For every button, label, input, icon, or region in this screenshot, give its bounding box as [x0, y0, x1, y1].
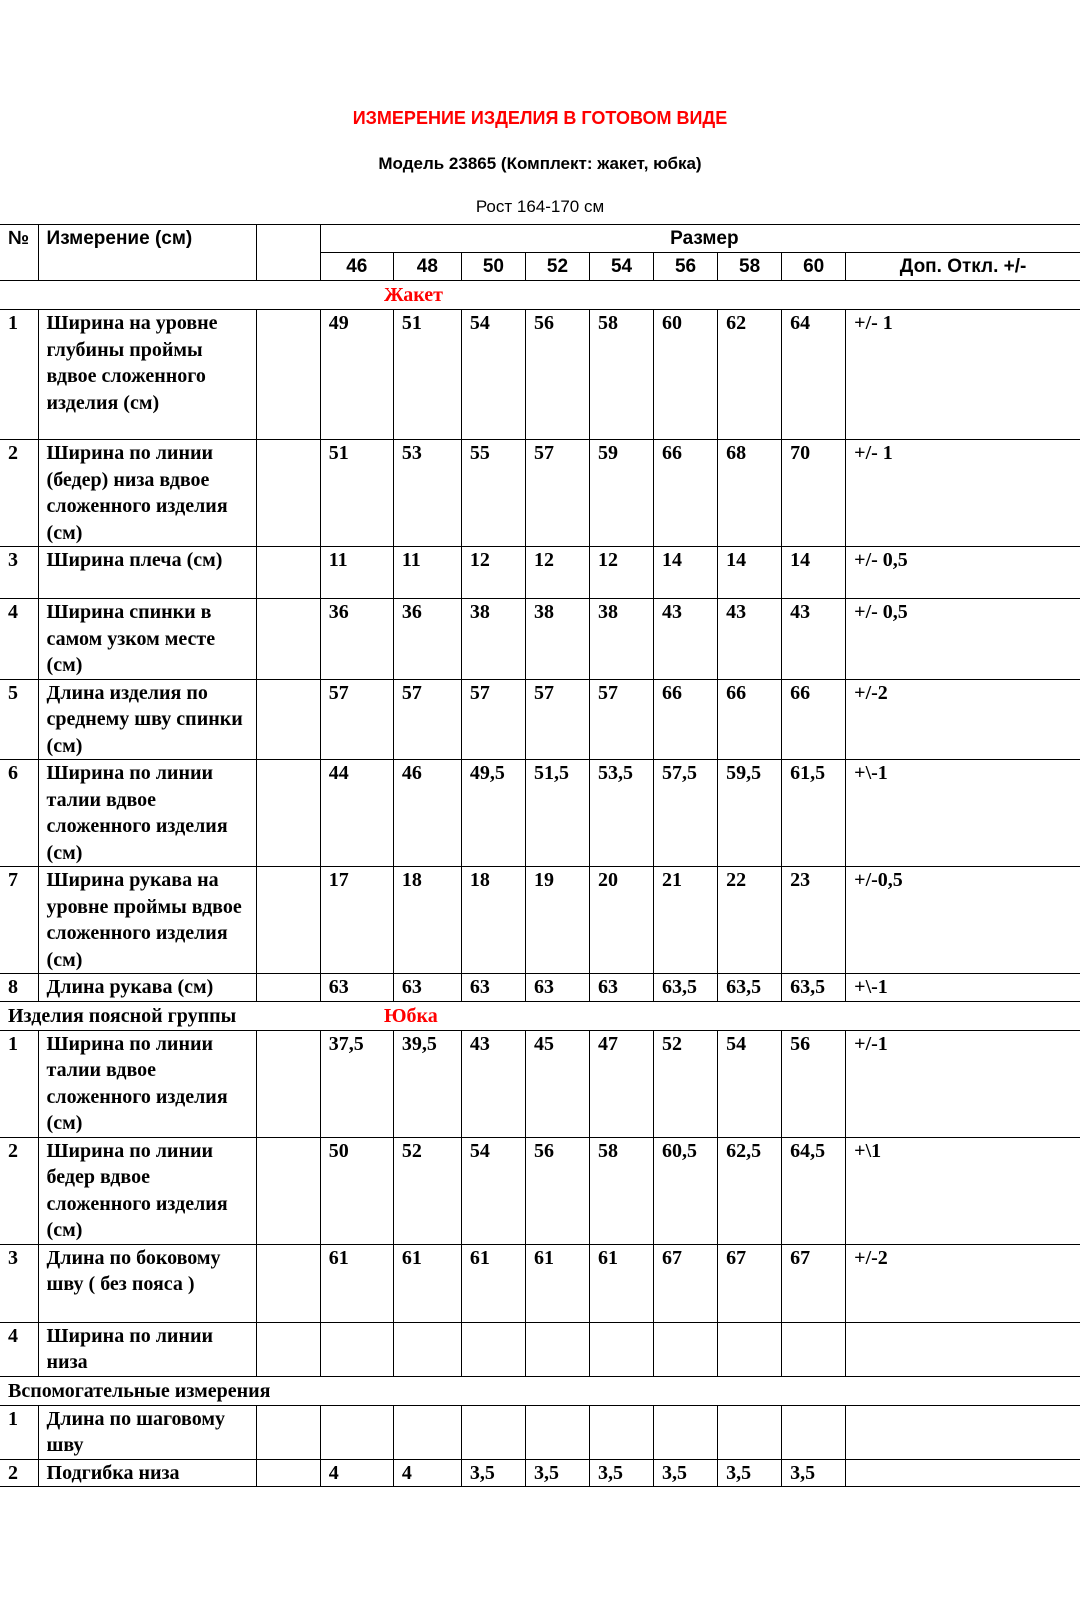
header-num: №	[0, 225, 38, 281]
blank-cell	[256, 547, 320, 599]
blank-cell	[256, 1322, 320, 1376]
blank-cell	[256, 1030, 320, 1137]
tolerance-value: +\-1	[846, 974, 1080, 1002]
size-value-56: 3,5	[654, 1459, 718, 1487]
size-value-46: 37,5	[320, 1030, 393, 1137]
model-subtitle: Модель 23865 (Комплект: жакет, юбка)	[378, 154, 702, 173]
header-measure: Измерение (см)	[38, 225, 256, 281]
size-header-50: 50	[461, 253, 525, 281]
size-value-54: 38	[589, 599, 653, 680]
size-value-58	[718, 1405, 782, 1459]
size-value-52: 57	[525, 679, 589, 760]
row-number: 4	[0, 1322, 38, 1376]
tolerance-value: +/- 1	[846, 310, 1080, 440]
tolerance-header: Доп. Откл. +/-	[846, 253, 1080, 281]
size-value-46: 17	[320, 867, 393, 974]
size-value-58: 59,5	[718, 760, 782, 867]
size-header-48: 48	[393, 253, 461, 281]
row-number: 5	[0, 679, 38, 760]
size-value-50: 18	[461, 867, 525, 974]
row-number: 3	[0, 1244, 38, 1322]
measurement-name: Подгибка низа	[38, 1459, 256, 1487]
size-value-48: 53	[393, 440, 461, 547]
size-value-58: 22	[718, 867, 782, 974]
size-value-56	[654, 1405, 718, 1459]
size-value-54: 47	[589, 1030, 653, 1137]
size-value-46: 4	[320, 1459, 393, 1487]
tolerance-value: +/- 1	[846, 440, 1080, 547]
header-size: Размер	[320, 225, 1080, 253]
size-value-46: 44	[320, 760, 393, 867]
size-value-50: 43	[461, 1030, 525, 1137]
size-value-56: 63,5	[654, 974, 718, 1002]
size-value-60: 64	[782, 310, 846, 440]
size-value-52: 19	[525, 867, 589, 974]
size-value-58: 14	[718, 547, 782, 599]
size-value-58: 62	[718, 310, 782, 440]
size-value-60: 64,5	[782, 1137, 846, 1244]
blank-cell	[256, 1405, 320, 1459]
row-number: 3	[0, 547, 38, 599]
section-title-jacket: Жакет	[384, 284, 444, 306]
size-value-50	[461, 1405, 525, 1459]
size-value-48	[393, 1322, 461, 1376]
size-value-48: 18	[393, 867, 461, 974]
tolerance-value: +/-1	[846, 1030, 1080, 1137]
size-value-48: 63	[393, 974, 461, 1002]
row-number: 2	[0, 1459, 38, 1487]
measurement-table	[0, 224, 1080, 1487]
measurement-name: Ширина плеча (см)	[38, 547, 256, 599]
size-value-52: 51,5	[525, 760, 589, 867]
size-value-54: 59	[589, 440, 653, 547]
size-value-60: 23	[782, 867, 846, 974]
size-value-60: 14	[782, 547, 846, 599]
section-skirt	[0, 1001, 1080, 1030]
size-value-58: 63,5	[718, 974, 782, 1002]
size-value-54: 63	[589, 974, 653, 1002]
size-value-50: 55	[461, 440, 525, 547]
size-value-56: 66	[654, 440, 718, 547]
size-value-52: 12	[525, 547, 589, 599]
blank-cell	[256, 1244, 320, 1322]
size-value-54: 12	[589, 547, 653, 599]
table-row	[0, 760, 1080, 867]
size-value-56: 60,5	[654, 1137, 718, 1244]
size-header-52: 52	[525, 253, 589, 281]
blank-cell	[256, 1459, 320, 1487]
section-label-aux: Вспомогательные измерения	[8, 1379, 271, 1402]
size-value-60: 3,5	[782, 1459, 846, 1487]
size-value-54: 58	[589, 310, 653, 440]
size-value-52	[525, 1322, 589, 1376]
blank-cell	[256, 440, 320, 547]
size-value-50: 3,5	[461, 1459, 525, 1487]
size-value-60: 63,5	[782, 974, 846, 1002]
height-note: Рост 164-170 см	[475, 197, 605, 216]
row-number: 2	[0, 1137, 38, 1244]
size-value-50: 54	[461, 310, 525, 440]
table-row	[0, 310, 1080, 440]
size-value-54	[589, 1405, 653, 1459]
size-header-46: 46	[320, 253, 393, 281]
size-value-56: 60	[654, 310, 718, 440]
row-number: 1	[0, 1030, 38, 1137]
size-value-48: 4	[393, 1459, 461, 1487]
size-value-60: 67	[782, 1244, 846, 1322]
size-value-50: 54	[461, 1137, 525, 1244]
size-value-46: 49	[320, 310, 393, 440]
table-row	[0, 974, 1080, 1002]
size-value-52: 56	[525, 1137, 589, 1244]
blank-cell	[256, 679, 320, 760]
table-header-row	[0, 225, 1080, 253]
header-empty	[256, 225, 320, 281]
table-row	[0, 679, 1080, 760]
size-value-54: 53,5	[589, 760, 653, 867]
size-value-52	[525, 1405, 589, 1459]
size-value-48: 11	[393, 547, 461, 599]
measurement-name: Ширина рукава на уровне проймы вдвое сложенного изделия (см)	[38, 867, 256, 974]
table-row	[0, 440, 1080, 547]
table-row	[0, 1244, 1080, 1322]
measurement-name: Ширина по линии талии вдвое сложенного изделия (см)	[38, 760, 256, 867]
measurement-name: Ширина по линии талии вдвое сложенного изделия (см)	[38, 1030, 256, 1137]
row-number: 8	[0, 974, 38, 1002]
section-label-skirt: Изделия поясной группы	[8, 1004, 237, 1027]
size-value-58: 67	[718, 1244, 782, 1322]
size-header-58: 58	[718, 253, 782, 281]
measurement-name: Ширина спинки в самом узком месте (см)	[38, 599, 256, 680]
size-value-52: 45	[525, 1030, 589, 1137]
size-value-48: 39,5	[393, 1030, 461, 1137]
size-value-46	[320, 1405, 393, 1459]
size-value-48: 36	[393, 599, 461, 680]
tolerance-value	[846, 1459, 1080, 1487]
size-header-54: 54	[589, 253, 653, 281]
size-value-52: 3,5	[525, 1459, 589, 1487]
table-row	[0, 1030, 1080, 1137]
size-value-56	[654, 1322, 718, 1376]
blank-cell	[256, 974, 320, 1002]
size-value-46: 36	[320, 599, 393, 680]
size-value-50: 12	[461, 547, 525, 599]
measurement-name: Длина по шаговому шву	[38, 1405, 256, 1459]
table-row	[0, 599, 1080, 680]
row-number: 1	[0, 1405, 38, 1459]
size-value-46: 51	[320, 440, 393, 547]
size-value-48: 51	[393, 310, 461, 440]
size-value-60: 56	[782, 1030, 846, 1137]
blank-cell	[256, 599, 320, 680]
size-value-58: 43	[718, 599, 782, 680]
size-value-46: 57	[320, 679, 393, 760]
table-row	[0, 1322, 1080, 1376]
table-row	[0, 1459, 1080, 1487]
size-header-56: 56	[654, 253, 718, 281]
size-value-48: 46	[393, 760, 461, 867]
size-value-52: 57	[525, 440, 589, 547]
tolerance-value	[846, 1322, 1080, 1376]
size-value-58: 66	[718, 679, 782, 760]
size-value-56: 57,5	[654, 760, 718, 867]
measurement-name: Ширина на уровне глубины проймы вдвое сложенного изделия (см)	[38, 310, 256, 440]
size-value-60: 43	[782, 599, 846, 680]
size-value-54: 58	[589, 1137, 653, 1244]
tolerance-value: +\-1	[846, 760, 1080, 867]
size-value-46	[320, 1322, 393, 1376]
measurement-name: Длина изделия по среднему шву спинки (см)	[38, 679, 256, 760]
measurement-name: Ширина по линии (бедер) низа вдвое сложенного изделия (см)	[38, 440, 256, 547]
tolerance-value: +/- 0,5	[846, 547, 1080, 599]
row-number: 2	[0, 440, 38, 547]
measurement-name: Длина по боковому шву ( без пояса )	[38, 1244, 256, 1322]
size-value-58: 54	[718, 1030, 782, 1137]
size-value-46: 61	[320, 1244, 393, 1322]
size-value-48: 52	[393, 1137, 461, 1244]
measurement-name: Ширина по линии бедер вдвое сложенного изделия (см)	[38, 1137, 256, 1244]
section-title-skirt: Юбка	[384, 1004, 438, 1027]
size-value-52: 38	[525, 599, 589, 680]
size-value-50: 49,5	[461, 760, 525, 867]
blank-cell	[256, 760, 320, 867]
size-value-58: 3,5	[718, 1459, 782, 1487]
section-jacket	[0, 281, 1080, 310]
row-number: 4	[0, 599, 38, 680]
size-header-60: 60	[782, 253, 846, 281]
size-value-50: 57	[461, 679, 525, 760]
tolerance-value: +/- 0,5	[846, 599, 1080, 680]
size-value-56: 14	[654, 547, 718, 599]
blank-cell	[256, 1137, 320, 1244]
row-number: 7	[0, 867, 38, 974]
tolerance-value: +/-2	[846, 1244, 1080, 1322]
size-value-50	[461, 1322, 525, 1376]
size-value-54: 61	[589, 1244, 653, 1322]
size-value-50: 38	[461, 599, 525, 680]
tolerance-value: +/-0,5	[846, 867, 1080, 974]
document-title: ИЗМЕРЕНИЕ ИЗДЕЛИЯ В ГОТОВОМ ВИДЕ	[352, 108, 728, 128]
size-value-46: 63	[320, 974, 393, 1002]
size-value-52: 61	[525, 1244, 589, 1322]
row-number: 1	[0, 310, 38, 440]
table-row	[0, 1405, 1080, 1459]
size-value-52: 56	[525, 310, 589, 440]
size-value-48: 57	[393, 679, 461, 760]
size-value-58: 68	[718, 440, 782, 547]
blank-cell	[256, 310, 320, 440]
tolerance-value	[846, 1405, 1080, 1459]
size-value-56: 67	[654, 1244, 718, 1322]
size-value-54: 57	[589, 679, 653, 760]
size-value-46: 11	[320, 547, 393, 599]
size-value-56: 21	[654, 867, 718, 974]
size-value-60	[782, 1322, 846, 1376]
size-value-60: 66	[782, 679, 846, 760]
table-row	[0, 867, 1080, 974]
size-value-54: 3,5	[589, 1459, 653, 1487]
tolerance-value: +\1	[846, 1137, 1080, 1244]
size-value-56: 43	[654, 599, 718, 680]
size-value-58: 62,5	[718, 1137, 782, 1244]
table-row	[0, 547, 1080, 599]
table-row	[0, 1137, 1080, 1244]
size-value-52: 63	[525, 974, 589, 1002]
size-value-56: 52	[654, 1030, 718, 1137]
tolerance-value: +/-2	[846, 679, 1080, 760]
section-aux	[0, 1376, 1080, 1405]
size-value-58	[718, 1322, 782, 1376]
size-value-60	[782, 1405, 846, 1459]
size-value-60: 70	[782, 440, 846, 547]
size-value-56: 66	[654, 679, 718, 760]
size-value-48	[393, 1405, 461, 1459]
size-value-54	[589, 1322, 653, 1376]
size-value-46: 50	[320, 1137, 393, 1244]
size-value-60: 61,5	[782, 760, 846, 867]
measurement-name: Длина рукава (см)	[38, 974, 256, 1002]
size-value-50: 61	[461, 1244, 525, 1322]
blank-cell	[256, 867, 320, 974]
size-value-48: 61	[393, 1244, 461, 1322]
size-value-50: 63	[461, 974, 525, 1002]
measurement-name: Ширина по линии низа	[38, 1322, 256, 1376]
size-value-54: 20	[589, 867, 653, 974]
row-number: 6	[0, 760, 38, 867]
